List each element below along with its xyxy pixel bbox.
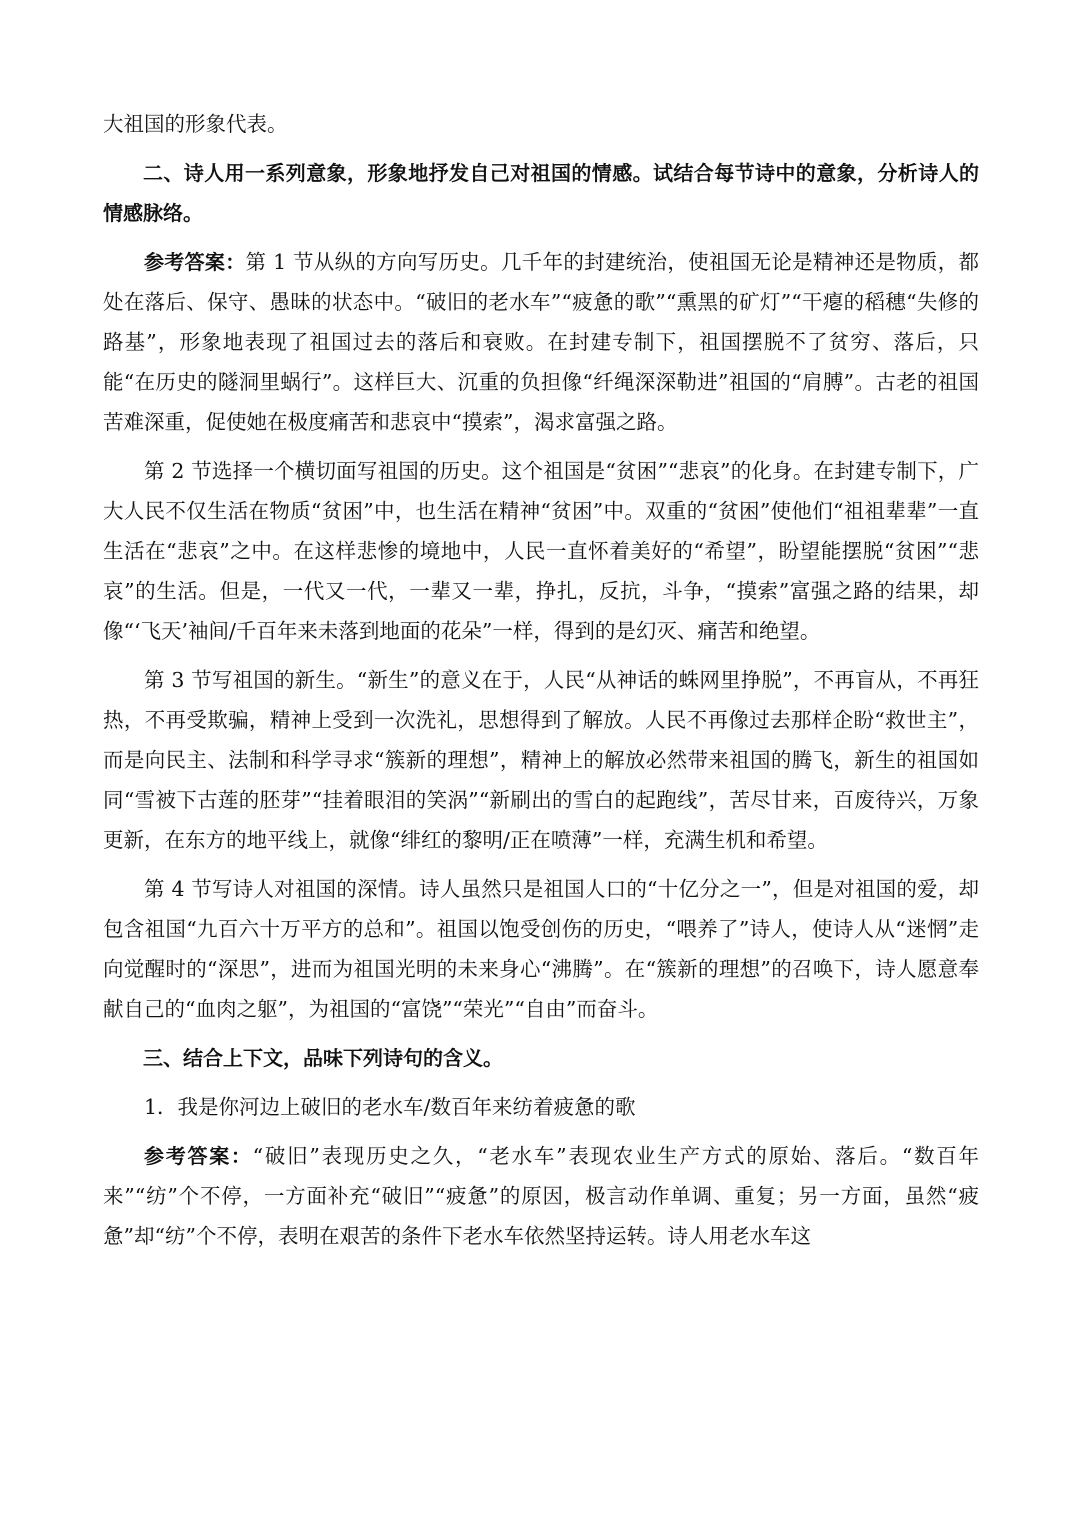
answer-2-section-3: 第 3 节写祖国的新生。“新生”的意义在于，人民“从神话的蛛网里挣脱”，不再盲从，不再狂热，不再受欺骗，精神上受到一次洗礼，思想得到了解放。人民不再像过去那样企盼“救世主”，而是向民主、法制和科学寻求“簇新的理想”，精神上的解放必然带来祖国的腾飞，新生的祖国如同“雪被下古莲的胚芽”“挂着眼泪的笑涡”“新刷出的雪白的起跑线”，苦尽甘来，百废待兴，万象更新，在东方的地平线上，就像“绯红的黎明/正在喷薄”一样，充满生机和希望。 <box>103 668 979 852</box>
answer-2-section-4: 第 4 节写诗人对祖国的深情。诗人虽然只是祖国人口的“十亿分之一”，但是对祖国的爱，却包含祖国“九百六十万平方的总和”。祖国以饱受创伤的历史，“喂养了”诗人，使诗人从“迷惘”走向觉醒时的“深思”，进而为祖国光明的未来身心“沸腾”。在“簇新的理想”的召唤下，诗人愿意奉献自己的“血肉之躯”，为祖国的“富饶”“荣光”“自由”而奋斗。 <box>103 877 979 1021</box>
answer-2-section-2: 第 2 节选择一个横切面写祖国的历史。这个祖国是“贫困”“悲哀”的化身。在封建专制下，广大人民不仅生活在物质“贫困”中，也生活在精神“贫困”中。双重的“贫困”使他们“祖祖辈辈”一直生活在“悲哀”之中。在这样悲惨的境地中，人民一直怀着美好的“希望”，盼望能摆脱“贫困”“悲哀”的生活。但是，一代又一代，一辈又一辈，挣扎，反抗，斗争，“摸索”富强之路的结果，却像“‘飞天’袖间/千百年来未落到地面的花朵”一样，得到的是幻灭、痛苦和绝望。 <box>103 459 979 643</box>
answer-3-item-1-text: “破旧”表现历史之久，“老水车”表现农业生产方式的原始、落后。“数百年来”“纺”个不停，一方面补充“破旧”“疲惫”的原因，极言动作单调、重复；另一方面，虽然“疲惫”却“纺”个不停，表明在艰苦的条件下老水车依然坚持运转。诗人用老水车这 <box>103 1144 979 1248</box>
answer-label: 参考答案： <box>144 250 246 274</box>
answer-3-item-1 <box>103 1136 979 1256</box>
question-3-heading: 三、结合上下文，品味下列诗句的含义。 <box>143 1046 503 1070</box>
answer-2-section-1-text: 第 1 节从纵的方向写历史。几千年的封建统治，使祖国无论是精神还是物质，都处在落后、保守、愚昧的状态中。“破旧的老水车”“疲惫的歌”“熏黑的矿灯”“干瘪的稻穗“失修的路基”，形象地表现了祖国过去的落后和衰败。在封建专制下，祖国摆脱不了贫穷、落后，只能“在历史的隧洞里蜗行”。这样巨大、沉重的负担像“纤绳深深勒进”祖国的“肩膊”。古老的祖国苦难深重，促使她在极度痛苦和悲哀中“摸索”，渴求富强之路。 <box>103 250 980 434</box>
document-page <box>103 104 979 1265</box>
question-2-heading: 二、诗人用一系列意象，形象地抒发自己对祖国的情感。试结合每节诗中的意象，分析诗人的情感脉络。 <box>103 161 979 225</box>
answer-label: 参考答案： <box>144 1144 253 1168</box>
paragraph-continuation: 大祖国的形象代表。 <box>103 112 288 136</box>
question-3-item-1: 1．我是你河边上破旧的老水车/数百年来纺着疲惫的歌 <box>144 1095 636 1119</box>
answer-2-section-1 <box>103 242 979 442</box>
